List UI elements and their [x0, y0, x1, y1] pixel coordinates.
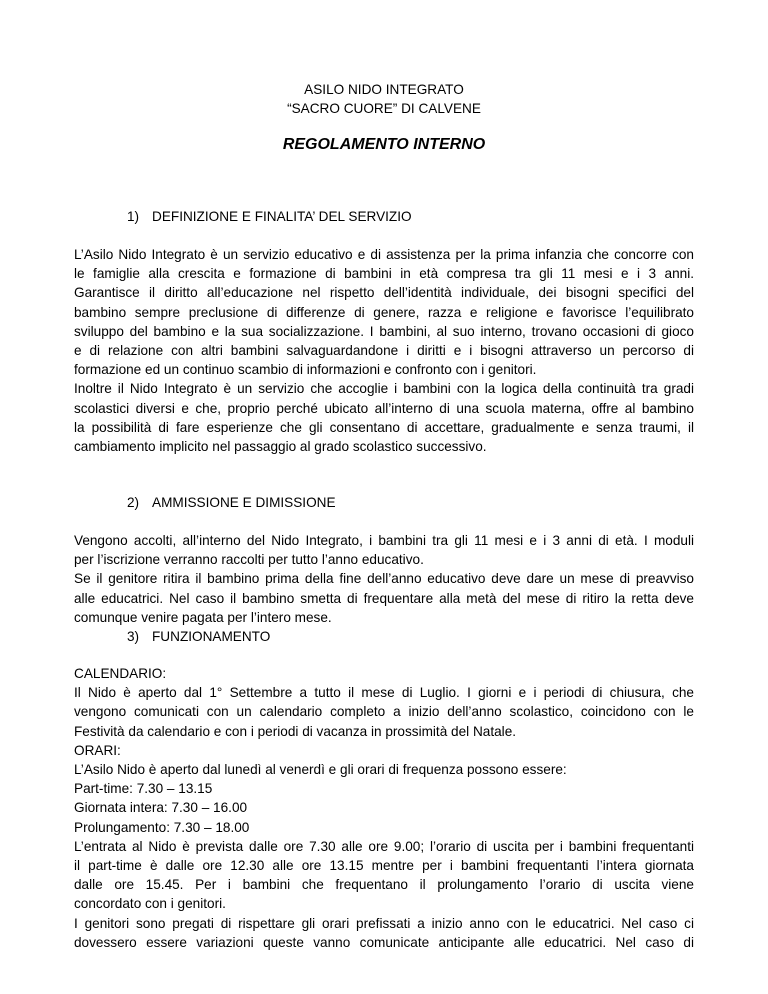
- paragraph-line: Giornata intera: 7.30 – 16.00: [74, 800, 248, 816]
- paragraph-line: scolastici diversi e che, proprio perché ubicato all’interno di una scuola materna, offre al bambino: [74, 400, 694, 416]
- document-title: REGOLAMENTO INTERNO: [282, 136, 486, 153]
- section-3-number: 3): [127, 629, 140, 644]
- paragraph-line: Festività da calendario e con i periodi di vacanza in prossimità del Natale.: [74, 723, 517, 739]
- paragraph-line: dovessero essere variazioni queste vanno comunicate anticipante alle educatrici. Nel caso di: [74, 934, 694, 950]
- school-type-heading: ASILO NIDO INTEGRATO: [304, 82, 464, 97]
- paragraph-line: Prolungamento: 7.30 – 18.00: [74, 819, 250, 835]
- paragraph-line: I genitori sono pregati di rispettare gli orari prefissati a inizio anno con le educatrici. Nel caso ci: [74, 915, 694, 931]
- paragraph-line: CALENDARIO:: [74, 666, 167, 681]
- paragraph-line: e di relazione con altri bambini salvaguardandone i diritti e i bisogni attraverso un percorso di: [74, 343, 694, 359]
- paragraph-line: le famiglie alla crescita e formazione di bambini in età compresa tra gli 11 mesi e i 3 anni.: [74, 266, 694, 282]
- paragraph-line: sviluppo del bambino e la sua socializzazione. I bambini, al suo interno, trovano occasioni di gioco: [74, 323, 694, 339]
- paragraph-line: la possibilità di fare esperienze che gli consentano di accettare, gradualmente e senza traumi, il: [74, 419, 694, 435]
- paragraph-line: alle educatrici. Nel caso il bambino smetta di frequentare alla metà del mese di ritiro la retta deve: [74, 590, 694, 606]
- paragraph-line: Part-time: 7.30 – 13.15: [74, 781, 213, 797]
- section-2-heading: [127, 493, 336, 512]
- paragraph-line: Inoltre il Nido Integrato è un servizio che accoglie i bambini con la logica della continuità tra gradi: [74, 381, 694, 397]
- section-2-body: [74, 531, 694, 627]
- section-1-heading: [127, 207, 412, 226]
- section-3-title: FUNZIONAMENTO: [152, 629, 271, 644]
- paragraph-line: L’entrata al Nido è prevista dalle ore 7.30 alle ore 9.00; l’orario di uscita per i bambini frequentanti: [74, 838, 694, 854]
- paragraph-line: L’Asilo Nido è aperto dal lunedì al venerdì e gli orari di frequenza possono essere:: [74, 762, 567, 778]
- section-1-number: 1): [127, 209, 140, 224]
- paragraph-line: Garantisce il diritto all’educazione nel rispetto dell’identità individuale, dei bisogni specifici del: [74, 285, 694, 301]
- section-1-body: [74, 245, 694, 456]
- paragraph-line: per l’iscrizione verranno raccolti per tutto l’anno educativo.: [74, 552, 424, 568]
- paragraph-line: concordato con i genitori.: [74, 896, 226, 912]
- paragraph-line: bambino sempre preclusione di differenze di genere, razza e religione e favorisce l’equilibrato: [74, 304, 694, 320]
- section-3-heading: [127, 627, 270, 646]
- paragraph-line: formazione ed un continuo scambio di informazioni e confronto con i genitori.: [74, 362, 537, 378]
- paragraph-line: Il Nido è aperto dal 1° Settembre a tutto il mese di Luglio. I giorni e i periodi di chiusura, che: [74, 685, 694, 701]
- paragraph-line: comunque venire pagata per l’intero mese.: [74, 609, 332, 625]
- section-1-title: DEFINIZIONE E FINALITA’ DEL SERVIZIO: [152, 209, 412, 224]
- paragraph-line: cambiamento implicito nel passaggio al grado scolastico successivo.: [74, 439, 487, 455]
- paragraph-line: Se il genitore ritira il bambino prima della fine dell’anno educativo deve dare un mese di preavviso: [74, 571, 694, 587]
- section-2-title: AMMISSIONE E DIMISSIONE: [152, 495, 336, 510]
- section-3-body: [74, 664, 694, 952]
- paragraph-line: L’Asilo Nido Integrato è un servizio educativo e di assistenza per la prima infanzia che concorre con: [74, 247, 694, 262]
- paragraph-line: il part-time è dalle ore 12.30 alle ore 13.15 mentre per i bambini frequentanti l’intera giornata: [74, 858, 694, 874]
- paragraph-line: ORARI:: [74, 742, 121, 758]
- school-name-heading: “SACRO CUORE” DI CALVENE: [287, 101, 481, 116]
- paragraph-line: dalle ore 15.45. Per i bambini che frequentano il prolungamento l’orario di uscita viene: [74, 877, 694, 893]
- paragraph-line: vengono comunicati con un calendario completo a inizio dell’anno scolastico, coincidono con le: [74, 704, 694, 720]
- paragraph-line: Vengono accolti, all’interno del Nido Integrato, i bambini tra gli 11 mesi e i 3 anni di età. I moduli: [74, 533, 694, 548]
- section-2-number: 2): [127, 495, 140, 510]
